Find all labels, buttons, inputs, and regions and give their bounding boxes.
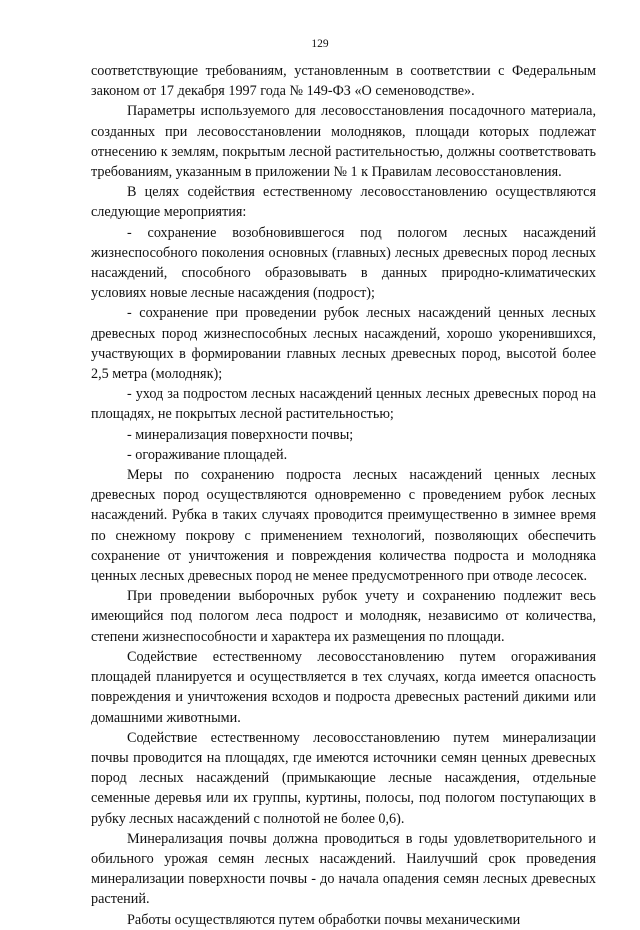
paragraph-mineralization-timing: Минерализация почвы должна проводиться в годы удовлетворительного и обильного урожая семян лесных насаждений. Наилучший срок проведения минерализации поверхности почвы - до начала опадения семян лесных древесных растений. xyxy=(91,830,596,908)
paragraph-continuation: соответствующие требованиям, установленным в соответствии с Федеральным законом от 17 декабря 1997 года № 149-ФЗ «О семеноводстве». xyxy=(91,63,596,100)
paragraph-planting-material: Параметры используемого для лесовосстановления посадочного материала, созданных при лесовосстановлении молодняков, площади которых подлежат отнесению к землям, покрытым лесной растительностью, должны соответствовать требованиям, указанным в приложении № 1 к Правилам лесовосстановления. xyxy=(91,103,596,181)
paragraph-preservation-measures: Меры по сохранению подроста лесных насаждений ценных лесных древесных пород осуществляются одновременно с проведением рубок лесных насаждений. Рубка в таких случаях проводится преимущественно в зимнее время по снежному покрову с применением технологий, позволяющих обеспечить сохранение от уничтожения и повреждения количества подроста и молодняка ценных лесных древесных пород не менее предусмотренного при отводе лесосек. xyxy=(91,467,596,585)
list-item-mineralization: - минерализация поверхности почвы; xyxy=(127,426,354,443)
list-item-care: - уход за подростом лесных насаждений ценных лесных древесных пород на площадях, не покрытых лесной растительностью; xyxy=(91,386,596,423)
paragraph-measures-intro: В целях содействия естественному лесовосстановлению осуществляются следующие мероприятия: xyxy=(91,184,596,221)
page-number: 129 xyxy=(311,38,329,50)
paragraph-works: Работы осуществляются путем обработки почвы механическими xyxy=(127,911,521,928)
list-item-undergrowth: - сохранение возобновившегося под пологом лесных насаждений жизнеспособного поколения основных (главных) лесных древесных пород лесных насаждений, способного образовывать в данных природно-климатических условиях новые лесные насаждения (подрост); xyxy=(91,224,596,302)
list-item-young-growth: - сохранение при проведении рубок лесных насаждений ценных лесных древесных пород жизнеспособных лесных насаждений, хорошо укоренившихся, участвующих в формировании главных лесных древесных пород, высотой более 2,5 метра (молодняк); xyxy=(91,305,596,383)
paragraph-fencing: Содействие естественному лесовосстановлению путем огораживания площадей планируется и осуществляется в тех случаях, когда имеется опасность повреждения и уничтожения всходов и подроста древесных растений дикими или домашними животными. xyxy=(91,648,596,726)
document-body xyxy=(91,61,596,930)
list-item-fencing: - огораживание площадей. xyxy=(127,446,288,463)
paragraph-selective-cutting: При проведении выборочных рубок учету и сохранению подлежит весь имеющийся под пологом леса подрост и молодняк, независимо от количества, степени жизнеспособности и характера их размещения по площади. xyxy=(91,588,596,645)
paragraph-soil-mineralization: Содействие естественному лесовосстановлению путем минерализации почвы проводится на площадях, где имеются источники семян ценных древесных пород лесных насаждений (примыкающие лесные насаждения, отдельные семенные деревья или их группы, куртины, полосы, под пологом поступающих в рубку лесных насаждений с полнотой не более 0,6). xyxy=(91,729,596,827)
